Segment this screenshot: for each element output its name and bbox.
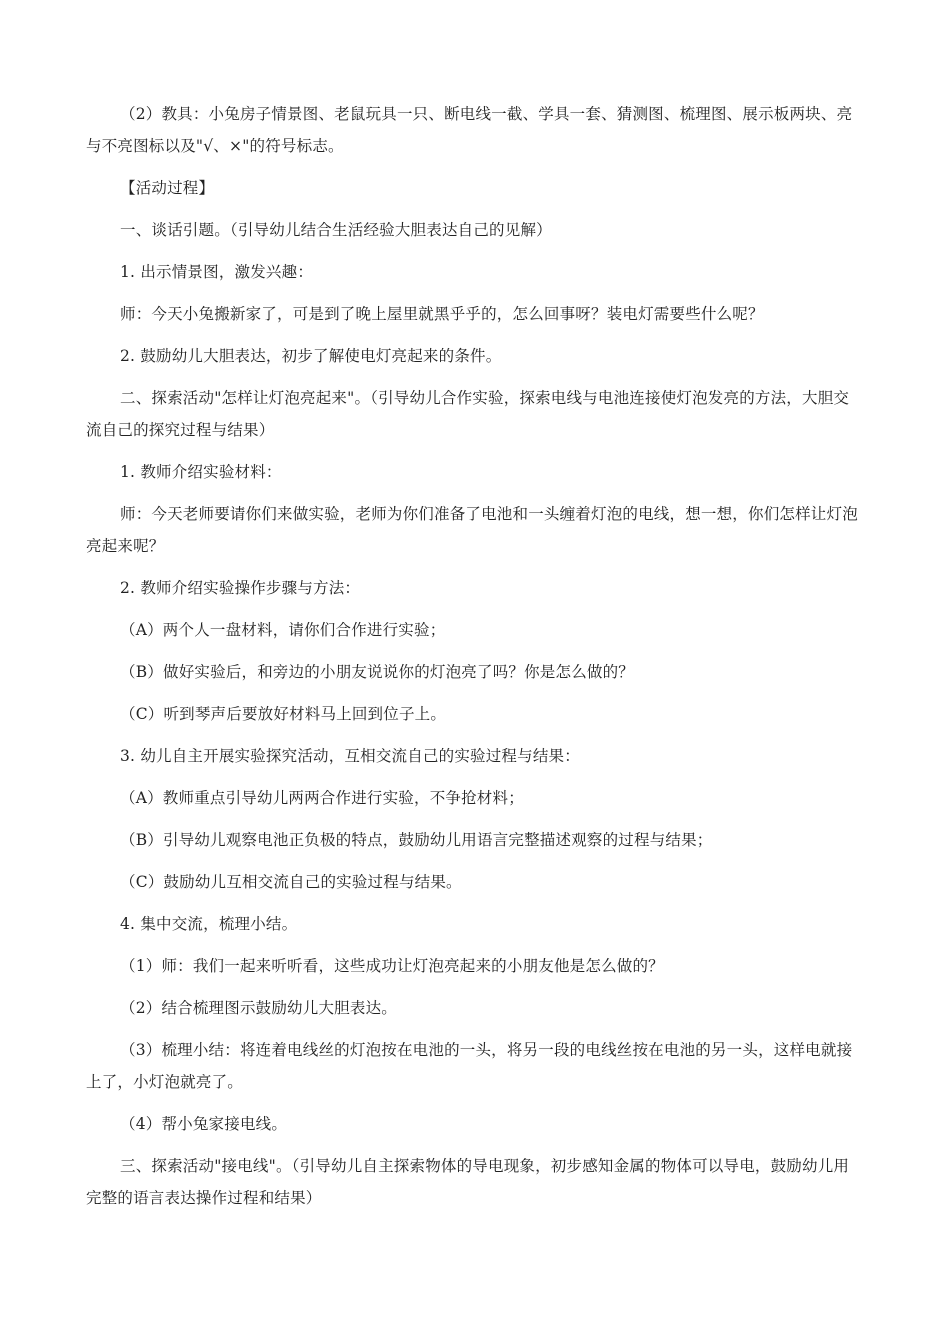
section-heading-3: 三、探索活动"接电线"。（引导幼儿自主探索物体的导电现象，初步感知金属的物体可以导电，鼓励幼儿用完整的语言表达操作过程和结果） — [86, 1157, 850, 1207]
paragraph-item: （B）引导幼儿观察电池正负极的特点，鼓励幼儿用语言完整描述观察的过程与结果； — [120, 831, 713, 849]
paragraph-item: （A）两个人一盘材料，请你们合作进行实验； — [120, 621, 446, 639]
paragraph-item: 师：今天小兔搬新家了，可是到了晚上屋里就黑乎乎的，怎么回事呀？装电灯需要些什么呢？ — [120, 305, 764, 323]
paragraph-item: （C）听到琴声后要放好材料马上回到位子上。 — [120, 705, 447, 723]
paragraph-item: 3. 幼儿自主开展实验探究活动，互相交流自己的实验过程与结果： — [120, 747, 580, 765]
paragraph-teaching-aids: （2）教具：小兔房子情景图、老鼠玩具一只、断电线一截、学具一套、猜测图、梳理图、展示板两块、亮与不亮图标以及"√、×"的符号标志。 — [86, 105, 853, 155]
paragraph-item: 4. 集中交流，梳理小结。 — [120, 915, 298, 933]
paragraph-item: （A）教师重点引导幼儿两两合作进行实验，不争抢材料； — [120, 789, 524, 807]
paragraph-item: 2. 教师介绍实验操作步骤与方法： — [120, 579, 361, 597]
heading-activity-process: 【活动过程】 — [120, 179, 215, 197]
paragraph-item: 1. 出示情景图，激发兴趣： — [120, 263, 314, 281]
paragraph-item: （B）做好实验后，和旁边的小朋友说说你的灯泡亮了吗？你是怎么做的？ — [120, 663, 634, 681]
paragraph-item: （2）结合梳理图示鼓励幼儿大胆表达。 — [120, 999, 397, 1017]
paragraph-item: 2. 鼓励幼儿大胆表达，初步了解使电灯亮起来的条件。 — [120, 347, 502, 365]
paragraph-item: （3）梳理小结：将连着电线丝的灯泡按在电池的一头，将另一段的电线丝按在电池的另一头，这样电就接上了，小灯泡就亮了。 — [86, 1041, 853, 1091]
section-heading-1: 一、谈话引题。（引导幼儿结合生活经验大胆表达自己的见解） — [120, 221, 552, 239]
paragraph-item: （1）师：我们一起来听听看，这些成功让灯泡亮起来的小朋友他是怎么做的？ — [120, 957, 664, 975]
paragraph-item: 1. 教师介绍实验材料： — [120, 463, 282, 481]
section-heading-2: 二、探索活动"怎样让灯泡亮起来"。（引导幼儿合作实验，探索电线与电池连接使灯泡发亮的方法，大胆交流自己的探究过程与结果） — [86, 389, 850, 439]
paragraph-item: （C）鼓励幼儿互相交流自己的实验过程与结果。 — [120, 873, 462, 891]
paragraph-item: 师：今天老师要请你们来做实验，老师为你们准备了电池和一头缠着灯泡的电线，想一想，你们怎样让灯泡亮起来呢？ — [86, 505, 858, 555]
paragraph-item: （4）帮小兔家接电线。 — [120, 1115, 288, 1133]
